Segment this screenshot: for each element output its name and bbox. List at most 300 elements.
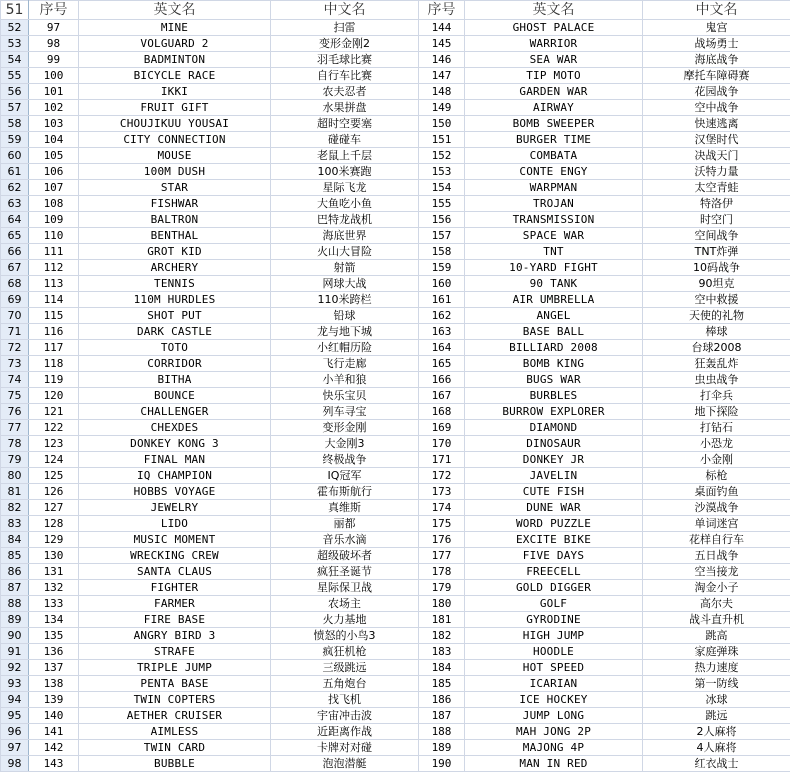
cell-no-2[interactable]: 157 xyxy=(419,228,465,244)
cell-english-name[interactable]: TENNIS xyxy=(79,276,271,292)
cell-chinese-name[interactable]: 霍布斯航行 xyxy=(271,484,419,500)
cell-no-2[interactable]: 168 xyxy=(419,404,465,420)
cell-no-2[interactable]: 156 xyxy=(419,212,465,228)
cell-english-name[interactable]: CHALLENGER xyxy=(79,404,271,420)
cell-no-2[interactable]: 151 xyxy=(419,132,465,148)
cell-chinese-name[interactable]: 快乐宝贝 xyxy=(271,388,419,404)
cell-english-name[interactable]: STAR xyxy=(79,180,271,196)
cell-chinese-name[interactable]: 大鱼吃小鱼 xyxy=(271,196,419,212)
cell-no-2[interactable]: 149 xyxy=(419,100,465,116)
cell-chinese-name-2[interactable]: 花园战争 xyxy=(643,84,790,100)
cell-chinese-name-2[interactable]: 鬼宫 xyxy=(643,20,790,36)
cell-no-2[interactable]: 169 xyxy=(419,420,465,436)
cell-chinese-name[interactable]: 扫雷 xyxy=(271,20,419,36)
cell-no-2[interactable]: 160 xyxy=(419,276,465,292)
row-header[interactable]: 85 xyxy=(1,548,29,564)
cell-english-name-2[interactable]: HOT SPEED xyxy=(465,660,643,676)
row-header[interactable]: 87 xyxy=(1,580,29,596)
cell-english-name[interactable]: DONKEY KONG 3 xyxy=(79,436,271,452)
cell-no[interactable]: 139 xyxy=(29,692,79,708)
cell-no-2[interactable]: 174 xyxy=(419,500,465,516)
cell-english-name-2[interactable]: BURBLES xyxy=(465,388,643,404)
cell-english-name[interactable]: FRUIT GIFT xyxy=(79,100,271,116)
cell-english-name[interactable]: STRAFE xyxy=(79,644,271,660)
cell-english-name-2[interactable]: AIR UMBRELLA xyxy=(465,292,643,308)
cell-no-2[interactable]: 155 xyxy=(419,196,465,212)
cell-no-2[interactable]: 176 xyxy=(419,532,465,548)
cell-english-name-2[interactable]: DUNE WAR xyxy=(465,500,643,516)
cell-chinese-name-2[interactable]: 家庭弹珠 xyxy=(643,644,790,660)
cell-chinese-name-2[interactable]: 空中战争 xyxy=(643,100,790,116)
cell-chinese-name-2[interactable]: 桌面钓鱼 xyxy=(643,484,790,500)
cell-english-name[interactable]: PENTA BASE xyxy=(79,676,271,692)
row-header[interactable]: 52 xyxy=(1,20,29,36)
cell-chinese-name-2[interactable]: 淘金小子 xyxy=(643,580,790,596)
cell-chinese-name[interactable]: 星际飞龙 xyxy=(271,180,419,196)
cell-english-name[interactable]: BENTHAL xyxy=(79,228,271,244)
cell-english-name-2[interactable]: 10-YARD FIGHT xyxy=(465,260,643,276)
cell-chinese-name-2[interactable]: 五日战争 xyxy=(643,548,790,564)
cell-no-2[interactable]: 166 xyxy=(419,372,465,388)
cell-no[interactable]: 116 xyxy=(29,324,79,340)
cell-english-name-2[interactable]: JUMP LONG xyxy=(465,708,643,724)
row-header[interactable]: 72 xyxy=(1,340,29,356)
cell-english-name[interactable]: FARMER xyxy=(79,596,271,612)
cell-english-name[interactable]: DARK CASTLE xyxy=(79,324,271,340)
cell-english-name[interactable]: BADMINTON xyxy=(79,52,271,68)
cell-english-name-2[interactable]: BASE BALL xyxy=(465,324,643,340)
cell-chinese-name[interactable]: 终极战争 xyxy=(271,452,419,468)
cell-chinese-name-2[interactable]: 打伞兵 xyxy=(643,388,790,404)
cell-chinese-name-2[interactable]: 台球2008 xyxy=(643,340,790,356)
cell-english-name[interactable]: GROT KID xyxy=(79,244,271,260)
cell-chinese-name-2[interactable]: 热力速度 xyxy=(643,660,790,676)
cell-chinese-name[interactable]: 农场主 xyxy=(271,596,419,612)
cell-no[interactable]: 110 xyxy=(29,228,79,244)
cell-no[interactable]: 115 xyxy=(29,308,79,324)
cell-chinese-name[interactable]: 疯狂圣诞节 xyxy=(271,564,419,580)
cell-chinese-name[interactable]: 变形金刚2 xyxy=(271,36,419,52)
cell-chinese-name[interactable]: 疯狂机枪 xyxy=(271,644,419,660)
cell-no-2[interactable]: 186 xyxy=(419,692,465,708)
cell-english-name[interactable]: FINAL MAN xyxy=(79,452,271,468)
row-header[interactable]: 79 xyxy=(1,452,29,468)
cell-no-2[interactable]: 177 xyxy=(419,548,465,564)
cell-english-name-2[interactable]: GYRODINE xyxy=(465,612,643,628)
row-header[interactable]: 76 xyxy=(1,404,29,420)
cell-no-2[interactable]: 150 xyxy=(419,116,465,132)
cell-english-name-2[interactable]: GARDEN WAR xyxy=(465,84,643,100)
cell-english-name-2[interactable]: DINOSAUR xyxy=(465,436,643,452)
cell-chinese-name[interactable]: 农夫忍者 xyxy=(271,84,419,100)
cell-english-name-2[interactable]: WORD PUZZLE xyxy=(465,516,643,532)
cell-no[interactable]: 131 xyxy=(29,564,79,580)
cell-chinese-name[interactable]: 泡泡潜艇 xyxy=(271,756,419,772)
header-cell-cn-2[interactable]: 中文名 xyxy=(643,1,790,20)
cell-no-2[interactable]: 182 xyxy=(419,628,465,644)
cell-english-name[interactable]: TOTO xyxy=(79,340,271,356)
cell-no-2[interactable]: 175 xyxy=(419,516,465,532)
cell-no[interactable]: 114 xyxy=(29,292,79,308)
row-header[interactable]: 64 xyxy=(1,212,29,228)
cell-chinese-name-2[interactable]: 90坦克 xyxy=(643,276,790,292)
cell-no[interactable]: 102 xyxy=(29,100,79,116)
row-header[interactable]: 88 xyxy=(1,596,29,612)
cell-no[interactable]: 140 xyxy=(29,708,79,724)
cell-english-name-2[interactable]: BUGS WAR xyxy=(465,372,643,388)
cell-english-name[interactable]: CHEXDES xyxy=(79,420,271,436)
row-header[interactable]: 83 xyxy=(1,516,29,532)
cell-no[interactable]: 113 xyxy=(29,276,79,292)
cell-no-2[interactable]: 171 xyxy=(419,452,465,468)
cell-chinese-name-2[interactable]: 4人麻将 xyxy=(643,740,790,756)
cell-english-name[interactable]: ANGRY BIRD 3 xyxy=(79,628,271,644)
cell-chinese-name[interactable]: 星际保卫战 xyxy=(271,580,419,596)
cell-no-2[interactable]: 187 xyxy=(419,708,465,724)
cell-english-name[interactable]: BALTRON xyxy=(79,212,271,228)
row-header[interactable]: 54 xyxy=(1,52,29,68)
cell-chinese-name[interactable]: 超级破坏者 xyxy=(271,548,419,564)
cell-english-name-2[interactable]: MAJONG 4P xyxy=(465,740,643,756)
cell-chinese-name-2[interactable]: 棒球 xyxy=(643,324,790,340)
cell-no[interactable]: 130 xyxy=(29,548,79,564)
row-header[interactable]: 91 xyxy=(1,644,29,660)
cell-chinese-name-2[interactable]: 冰球 xyxy=(643,692,790,708)
cell-no-2[interactable]: 144 xyxy=(419,20,465,36)
cell-no[interactable]: 121 xyxy=(29,404,79,420)
cell-chinese-name[interactable]: 羽毛球比赛 xyxy=(271,52,419,68)
cell-english-name-2[interactable]: WARRIOR xyxy=(465,36,643,52)
row-header[interactable]: 60 xyxy=(1,148,29,164)
cell-no-2[interactable]: 184 xyxy=(419,660,465,676)
cell-chinese-name[interactable]: 100米赛跑 xyxy=(271,164,419,180)
row-header[interactable]: 61 xyxy=(1,164,29,180)
cell-no[interactable]: 143 xyxy=(29,756,79,772)
cell-chinese-name[interactable]: 大金刚3 xyxy=(271,436,419,452)
cell-english-name[interactable]: BITHA xyxy=(79,372,271,388)
cell-no[interactable]: 134 xyxy=(29,612,79,628)
cell-chinese-name[interactable]: 变形金刚 xyxy=(271,420,419,436)
row-header[interactable]: 78 xyxy=(1,436,29,452)
row-header[interactable]: 69 xyxy=(1,292,29,308)
cell-english-name-2[interactable]: GOLD DIGGER xyxy=(465,580,643,596)
cell-no[interactable]: 126 xyxy=(29,484,79,500)
cell-no-2[interactable]: 146 xyxy=(419,52,465,68)
cell-chinese-name[interactable]: 音乐水滴 xyxy=(271,532,419,548)
cell-no-2[interactable]: 153 xyxy=(419,164,465,180)
cell-english-name-2[interactable]: COMBATA xyxy=(465,148,643,164)
cell-no[interactable]: 119 xyxy=(29,372,79,388)
cell-no-2[interactable]: 180 xyxy=(419,596,465,612)
cell-chinese-name-2[interactable]: 第一防线 xyxy=(643,676,790,692)
cell-no[interactable]: 112 xyxy=(29,260,79,276)
cell-no-2[interactable]: 161 xyxy=(419,292,465,308)
cell-english-name-2[interactable]: FIVE DAYS xyxy=(465,548,643,564)
cell-english-name[interactable]: JEWELRY xyxy=(79,500,271,516)
cell-no[interactable]: 103 xyxy=(29,116,79,132)
cell-no[interactable]: 99 xyxy=(29,52,79,68)
cell-english-name[interactable]: SHOT PUT xyxy=(79,308,271,324)
cell-english-name-2[interactable]: WARPMAN xyxy=(465,180,643,196)
cell-no-2[interactable]: 190 xyxy=(419,756,465,772)
cell-english-name-2[interactable]: CONTE ENGY xyxy=(465,164,643,180)
row-header[interactable]: 63 xyxy=(1,196,29,212)
cell-no[interactable]: 138 xyxy=(29,676,79,692)
cell-chinese-name-2[interactable]: 红衣战士 xyxy=(643,756,790,772)
cell-english-name[interactable]: IQ CHAMPION xyxy=(79,468,271,484)
row-header[interactable]: 77 xyxy=(1,420,29,436)
cell-no-2[interactable]: 145 xyxy=(419,36,465,52)
cell-english-name[interactable]: TWIN COPTERS xyxy=(79,692,271,708)
row-header[interactable]: 65 xyxy=(1,228,29,244)
cell-chinese-name-2[interactable]: 狂轰乱炸 xyxy=(643,356,790,372)
row-header[interactable]: 96 xyxy=(1,724,29,740)
cell-chinese-name[interactable]: 飞行走廊 xyxy=(271,356,419,372)
cell-chinese-name[interactable]: 五角炮台 xyxy=(271,676,419,692)
cell-chinese-name[interactable]: 三级跳远 xyxy=(271,660,419,676)
cell-no-2[interactable]: 152 xyxy=(419,148,465,164)
cell-chinese-name-2[interactable]: 空中救援 xyxy=(643,292,790,308)
cell-chinese-name-2[interactable]: 快速逃离 xyxy=(643,116,790,132)
cell-no[interactable]: 106 xyxy=(29,164,79,180)
cell-chinese-name[interactable]: 火山大冒险 xyxy=(271,244,419,260)
cell-english-name-2[interactable]: EXCITE BIKE xyxy=(465,532,643,548)
cell-chinese-name[interactable]: 丽都 xyxy=(271,516,419,532)
cell-english-name[interactable]: LIDO xyxy=(79,516,271,532)
cell-english-name[interactable]: AIMLESS xyxy=(79,724,271,740)
cell-english-name-2[interactable]: FREECELL xyxy=(465,564,643,580)
cell-english-name-2[interactable]: HIGH JUMP xyxy=(465,628,643,644)
row-header[interactable]: 70 xyxy=(1,308,29,324)
cell-english-name-2[interactable]: SPACE WAR xyxy=(465,228,643,244)
cell-english-name-2[interactable]: DIAMOND xyxy=(465,420,643,436)
row-header[interactable]: 51 xyxy=(1,1,29,20)
cell-english-name-2[interactable]: JAVELIN xyxy=(465,468,643,484)
cell-english-name[interactable]: FIGHTER xyxy=(79,580,271,596)
cell-no[interactable]: 128 xyxy=(29,516,79,532)
cell-no[interactable]: 129 xyxy=(29,532,79,548)
cell-no[interactable]: 137 xyxy=(29,660,79,676)
row-header[interactable]: 74 xyxy=(1,372,29,388)
cell-english-name[interactable]: CITY CONNECTION xyxy=(79,132,271,148)
cell-chinese-name-2[interactable]: 花样自行车 xyxy=(643,532,790,548)
cell-english-name[interactable]: IKKI xyxy=(79,84,271,100)
cell-no[interactable]: 111 xyxy=(29,244,79,260)
cell-no[interactable]: 109 xyxy=(29,212,79,228)
cell-english-name-2[interactable]: ICARIAN xyxy=(465,676,643,692)
cell-no[interactable]: 123 xyxy=(29,436,79,452)
cell-english-name[interactable]: SANTA CLAUS xyxy=(79,564,271,580)
cell-english-name-2[interactable]: BOMB KING xyxy=(465,356,643,372)
cell-chinese-name[interactable]: IQ冠军 xyxy=(271,468,419,484)
header-cell-en-2[interactable]: 英文名 xyxy=(465,1,643,20)
cell-english-name[interactable]: TRIPLE JUMP xyxy=(79,660,271,676)
cell-english-name-2[interactable]: TNT xyxy=(465,244,643,260)
cell-english-name-2[interactable]: SEA WAR xyxy=(465,52,643,68)
cell-chinese-name-2[interactable]: 空间战争 xyxy=(643,228,790,244)
cell-english-name-2[interactable]: TIP MOTO xyxy=(465,68,643,84)
cell-no-2[interactable]: 167 xyxy=(419,388,465,404)
cell-chinese-name[interactable]: 老鼠上千层 xyxy=(271,148,419,164)
cell-chinese-name-2[interactable]: 打钻石 xyxy=(643,420,790,436)
header-cell-no[interactable]: 序号 xyxy=(29,1,79,20)
cell-english-name-2[interactable]: AIRWAY xyxy=(465,100,643,116)
cell-chinese-name[interactable]: 列车寻宝 xyxy=(271,404,419,420)
cell-no[interactable]: 98 xyxy=(29,36,79,52)
cell-chinese-name[interactable]: 水果拼盘 xyxy=(271,100,419,116)
cell-no-2[interactable]: 154 xyxy=(419,180,465,196)
cell-english-name-2[interactable]: HOODLE xyxy=(465,644,643,660)
cell-chinese-name-2[interactable]: 跳远 xyxy=(643,708,790,724)
cell-english-name-2[interactable]: CUTE FISH xyxy=(465,484,643,500)
row-header[interactable]: 93 xyxy=(1,676,29,692)
cell-chinese-name-2[interactable]: 摩托车障碍赛 xyxy=(643,68,790,84)
cell-chinese-name[interactable]: 火力基地 xyxy=(271,612,419,628)
row-header[interactable]: 84 xyxy=(1,532,29,548)
row-header[interactable]: 55 xyxy=(1,68,29,84)
cell-no-2[interactable]: 188 xyxy=(419,724,465,740)
cell-no[interactable]: 141 xyxy=(29,724,79,740)
cell-chinese-name-2[interactable]: 决战天门 xyxy=(643,148,790,164)
cell-chinese-name[interactable]: 真维斯 xyxy=(271,500,419,516)
cell-chinese-name-2[interactable]: 2人麻将 xyxy=(643,724,790,740)
cell-english-name-2[interactable]: TRANSMISSION xyxy=(465,212,643,228)
cell-english-name[interactable]: BUBBLE xyxy=(79,756,271,772)
cell-no-2[interactable]: 165 xyxy=(419,356,465,372)
row-header[interactable]: 94 xyxy=(1,692,29,708)
cell-no-2[interactable]: 183 xyxy=(419,644,465,660)
cell-no[interactable]: 132 xyxy=(29,580,79,596)
cell-chinese-name-2[interactable]: 跳高 xyxy=(643,628,790,644)
cell-chinese-name[interactable]: 小红帽历险 xyxy=(271,340,419,356)
cell-chinese-name[interactable]: 碰碰车 xyxy=(271,132,419,148)
row-header[interactable]: 71 xyxy=(1,324,29,340)
row-header[interactable]: 66 xyxy=(1,244,29,260)
cell-chinese-name-2[interactable]: 时空门 xyxy=(643,212,790,228)
cell-chinese-name-2[interactable]: 特洛伊 xyxy=(643,196,790,212)
cell-english-name[interactable]: 110M HURDLES xyxy=(79,292,271,308)
row-header[interactable]: 82 xyxy=(1,500,29,516)
row-header[interactable]: 90 xyxy=(1,628,29,644)
row-header[interactable]: 56 xyxy=(1,84,29,100)
cell-english-name-2[interactable]: 90 TANK xyxy=(465,276,643,292)
cell-english-name-2[interactable]: ICE HOCKEY xyxy=(465,692,643,708)
cell-chinese-name[interactable]: 射箭 xyxy=(271,260,419,276)
row-header[interactable]: 68 xyxy=(1,276,29,292)
cell-chinese-name-2[interactable]: 海底战争 xyxy=(643,52,790,68)
cell-chinese-name[interactable]: 龙与地下城 xyxy=(271,324,419,340)
cell-english-name[interactable]: FISHWAR xyxy=(79,196,271,212)
cell-no-2[interactable]: 179 xyxy=(419,580,465,596)
cell-chinese-name-2[interactable]: 小恐龙 xyxy=(643,436,790,452)
cell-chinese-name-2[interactable]: 沃特力量 xyxy=(643,164,790,180)
cell-no[interactable]: 101 xyxy=(29,84,79,100)
cell-chinese-name-2[interactable]: 高尔夫 xyxy=(643,596,790,612)
row-header[interactable]: 53 xyxy=(1,36,29,52)
cell-chinese-name[interactable]: 海底世界 xyxy=(271,228,419,244)
cell-english-name[interactable]: MINE xyxy=(79,20,271,36)
cell-chinese-name[interactable]: 卡牌对对碰 xyxy=(271,740,419,756)
cell-no[interactable]: 104 xyxy=(29,132,79,148)
row-header[interactable]: 80 xyxy=(1,468,29,484)
cell-chinese-name[interactable]: 小羊和狼 xyxy=(271,372,419,388)
cell-no[interactable]: 97 xyxy=(29,20,79,36)
cell-no-2[interactable]: 162 xyxy=(419,308,465,324)
cell-english-name[interactable]: CORRIDOR xyxy=(79,356,271,372)
cell-english-name[interactable]: 100M DUSH xyxy=(79,164,271,180)
cell-english-name[interactable]: BICYCLE RACE xyxy=(79,68,271,84)
cell-no[interactable]: 100 xyxy=(29,68,79,84)
header-cell-cn[interactable]: 中文名 xyxy=(271,1,419,20)
cell-english-name[interactable]: WRECKING CREW xyxy=(79,548,271,564)
cell-no[interactable]: 107 xyxy=(29,180,79,196)
cell-chinese-name[interactable]: 找飞机 xyxy=(271,692,419,708)
row-header[interactable]: 81 xyxy=(1,484,29,500)
cell-english-name[interactable]: FIRE BASE xyxy=(79,612,271,628)
cell-english-name-2[interactable]: DONKEY JR xyxy=(465,452,643,468)
header-cell-en[interactable]: 英文名 xyxy=(79,1,271,20)
cell-english-name-2[interactable]: GOLF xyxy=(465,596,643,612)
row-header[interactable]: 75 xyxy=(1,388,29,404)
row-header[interactable]: 58 xyxy=(1,116,29,132)
cell-english-name[interactable]: CHOUJIKUU YOUSAI xyxy=(79,116,271,132)
cell-english-name-2[interactable]: BOMB SWEEPER xyxy=(465,116,643,132)
cell-no[interactable]: 133 xyxy=(29,596,79,612)
cell-chinese-name-2[interactable]: 地下探险 xyxy=(643,404,790,420)
cell-chinese-name-2[interactable]: 太空青蛙 xyxy=(643,180,790,196)
row-header[interactable]: 67 xyxy=(1,260,29,276)
cell-english-name-2[interactable]: MAH JONG 2P xyxy=(465,724,643,740)
cell-chinese-name-2[interactable]: 标枪 xyxy=(643,468,790,484)
cell-chinese-name[interactable]: 近距离作战 xyxy=(271,724,419,740)
row-header[interactable]: 62 xyxy=(1,180,29,196)
cell-english-name[interactable]: VOLGUARD 2 xyxy=(79,36,271,52)
cell-no-2[interactable]: 170 xyxy=(419,436,465,452)
cell-english-name-2[interactable]: BURGER TIME xyxy=(465,132,643,148)
cell-english-name-2[interactable]: ANGEL xyxy=(465,308,643,324)
cell-chinese-name-2[interactable]: 沙漠战争 xyxy=(643,500,790,516)
cell-no-2[interactable]: 173 xyxy=(419,484,465,500)
cell-no-2[interactable]: 172 xyxy=(419,468,465,484)
header-cell-no-2[interactable]: 序号 xyxy=(419,1,465,20)
row-header[interactable]: 86 xyxy=(1,564,29,580)
cell-chinese-name-2[interactable]: 天使的礼物 xyxy=(643,308,790,324)
cell-no[interactable]: 105 xyxy=(29,148,79,164)
cell-english-name[interactable]: MUSIC MOMENT xyxy=(79,532,271,548)
cell-chinese-name[interactable]: 超时空要塞 xyxy=(271,116,419,132)
cell-chinese-name-2[interactable]: 空当接龙 xyxy=(643,564,790,580)
cell-no[interactable]: 108 xyxy=(29,196,79,212)
cell-chinese-name[interactable]: 110米跨栏 xyxy=(271,292,419,308)
cell-chinese-name[interactable]: 铅球 xyxy=(271,308,419,324)
cell-no[interactable]: 135 xyxy=(29,628,79,644)
cell-chinese-name[interactable]: 网球大战 xyxy=(271,276,419,292)
cell-chinese-name[interactable]: 巴特龙战机 xyxy=(271,212,419,228)
cell-no[interactable]: 142 xyxy=(29,740,79,756)
cell-chinese-name-2[interactable]: 汉堡时代 xyxy=(643,132,790,148)
cell-chinese-name-2[interactable]: 虫虫战争 xyxy=(643,372,790,388)
cell-no[interactable]: 118 xyxy=(29,356,79,372)
cell-no[interactable]: 124 xyxy=(29,452,79,468)
cell-no-2[interactable]: 178 xyxy=(419,564,465,580)
cell-english-name-2[interactable]: BILLIARD 2008 xyxy=(465,340,643,356)
row-header[interactable]: 92 xyxy=(1,660,29,676)
row-header[interactable]: 73 xyxy=(1,356,29,372)
row-header[interactable]: 57 xyxy=(1,100,29,116)
cell-english-name[interactable]: BOUNCE xyxy=(79,388,271,404)
cell-chinese-name-2[interactable]: 10码战争 xyxy=(643,260,790,276)
cell-chinese-name[interactable]: 愤怒的小鸟3 xyxy=(271,628,419,644)
